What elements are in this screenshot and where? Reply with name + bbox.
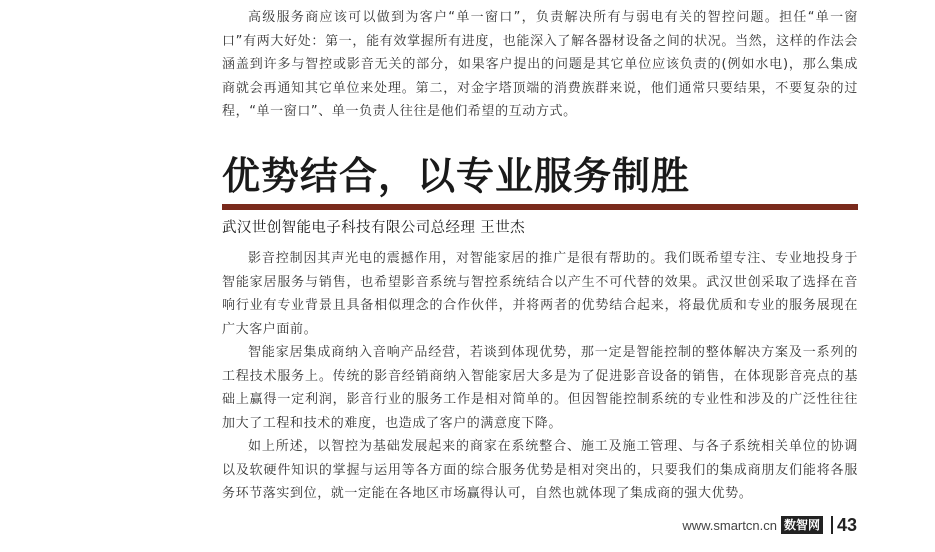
- intro-section: [222, 6, 858, 124]
- footer-logo: 数智网: [781, 516, 823, 534]
- page-footer: [682, 514, 857, 536]
- article-paragraph: 智能家居集成商纳入音响产品经营，若谈到体现优势，那一定是智能控制的整体解决方案及一系列的工程技术服务上。传统的影音经销商纳入智能家居大多是为了促进影音设备的销售，在体现影音亮点的基础上赢得一定利润，影音行业的服务工作是相对简单的。但因智能控制系统的专业性和涉及的广泛性往往加大了工程和技术的难度，也造成了客户的满意度下降。: [222, 345, 858, 431]
- footer-url: www.smartcn.cn: [682, 517, 777, 533]
- footer-separator: [831, 516, 833, 534]
- article-heading: 优势结合，以专业服务制胜: [222, 154, 691, 198]
- article-byline: 武汉世创智能电子科技有限公司总经理 王世杰: [222, 220, 526, 236]
- article-body: [222, 247, 858, 506]
- page-number: 43: [836, 514, 857, 535]
- article-paragraph: 如上所述，以智控为基础发展起来的商家在系统整合、施工及施工管理、与各子系统相关单位的协调以及软硬件知识的掌握与运用等各方面的综合服务优势是相对突出的，只要我们的集成商朋友们能将各服务环节落实到位，就一定能在各地区市场赢得认可，自然也就体现了集成商的强大优势。: [222, 439, 858, 501]
- article-paragraph: 影音控制因其声光电的震撼作用，对智能家居的推广是很有帮助的。我们既希望专注、专业地投身于智能家居服务与销售，也希望影音系统与智控系统结合以产生不可代替的效果。武汉世创采取了选择在音响行业有专业背景且具备相似理念的合作伙伴，并将两者的优势结合起来，将最优质和专业的服务展现在广大客户面前。: [222, 251, 858, 337]
- intro-paragraph: 高级服务商应该可以做到为客户“单一窗口”，负责解决所有与弱电有关的智控问题。担任“单一窗口”有两大好处：第一，能有效掌握所有进度，也能深入了解各器材设备之间的状况。当然，这样的作法会涵盖到许多与智控或影音无关的部分，如果客户提出的问题是其它单位应该负责的(例如水电)，那么集成商就会再通知其它单位来处理。第二，对金字塔顶端的消费族群来说，他们通常只要结果，不要复杂的过程，“单一窗口”、单一负责人往往是他们希望的互动方式。: [222, 10, 859, 119]
- heading-divider: [222, 204, 858, 210]
